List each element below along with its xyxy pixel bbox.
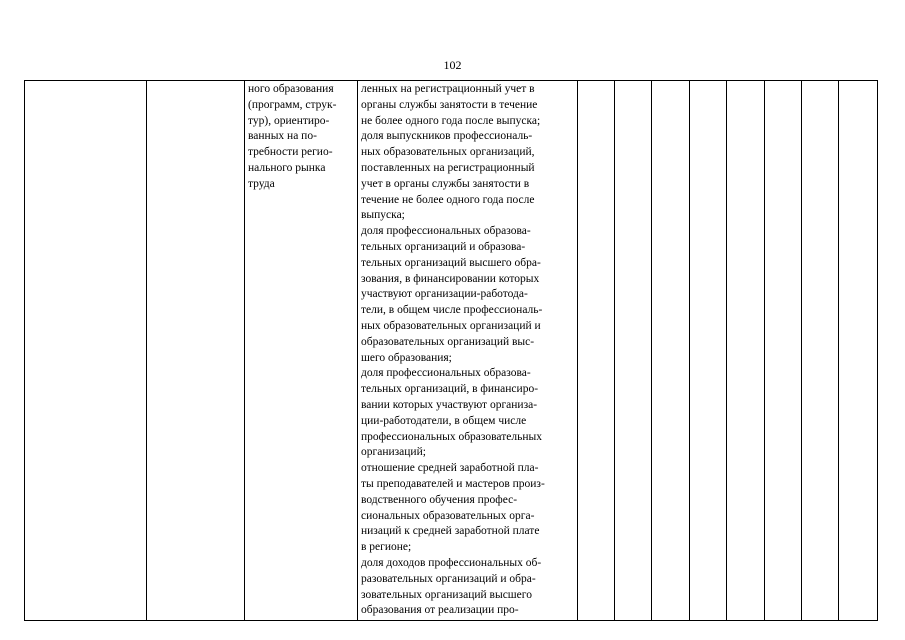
table-row	[25, 81, 878, 621]
text-line: тельных организаций, в финансиро-	[361, 383, 539, 396]
table-cell-col10	[765, 81, 802, 621]
text-line: тели, в общем числе профессиональ-	[361, 304, 543, 317]
text-line: образования от реализации про-	[361, 604, 519, 617]
text-line: в регионе;	[361, 541, 412, 554]
table-cell-col2	[147, 81, 245, 621]
text-line: вании которых участвуют организа-	[361, 398, 538, 411]
text-line: тельных организаций высшего обра-	[361, 256, 541, 269]
text-line: ных образовательных организаций и	[361, 319, 541, 332]
text-line: труда	[248, 177, 275, 190]
text-line: зовательных организаций высшего	[361, 588, 532, 601]
table-cell-col5	[578, 81, 615, 621]
text-line: доля выпускников профессиональ-	[361, 130, 533, 143]
text-line: доля профессиональных образова-	[361, 367, 531, 380]
text-line: тур), ориентиро-	[248, 114, 330, 127]
table-cell-col12	[839, 81, 878, 621]
text-line: ных образовательных организаций,	[361, 146, 535, 159]
text-line: требности регио-	[248, 146, 333, 159]
text-line: поставленных на регистрационный	[361, 161, 535, 174]
text-line: низаций к средней заработной плате	[361, 525, 540, 538]
text-line: зования, в финансировании которых	[361, 272, 540, 285]
text-line: нального рынка	[248, 161, 326, 174]
page-number: 102	[443, 58, 462, 72]
text-line: ного образования	[248, 83, 334, 95]
text-line: ты преподавателей и мастеров произ-	[361, 477, 545, 490]
text-line: выпуска;	[361, 209, 405, 222]
text-line: отношение средней заработной пла-	[361, 462, 539, 475]
table-cell-col9	[727, 81, 765, 621]
col3-text	[248, 82, 354, 193]
text-line: (программ, струк-	[248, 98, 337, 111]
text-line: участвуют организации-работода-	[361, 288, 528, 301]
text-line: тельных организаций и образова-	[361, 240, 526, 253]
document-table	[24, 80, 878, 621]
table-cell-col4	[358, 81, 578, 621]
text-line: не более одного года после выпуска;	[361, 114, 541, 127]
text-line: организаций;	[361, 446, 426, 459]
text-line: доля профессиональных образова-	[361, 225, 531, 238]
table-cell-col11	[802, 81, 839, 621]
text-line: разовательных организаций и обра-	[361, 572, 536, 585]
text-line: ванных на по-	[248, 130, 317, 143]
table-cell-col3	[245, 81, 358, 621]
text-line: учет в органы службы занятости в	[361, 177, 530, 190]
text-line: профессиональных образовательных	[361, 430, 542, 443]
text-line: ленных на регистрационный учет в	[361, 83, 535, 95]
text-line: ции-работодатели, в общем числе	[361, 414, 527, 427]
text-line: сиональных образовательных орга-	[361, 509, 535, 522]
table-cell-col7	[652, 81, 690, 621]
text-line: доля доходов профессиональных об-	[361, 556, 542, 569]
table-cell-col1	[25, 81, 147, 621]
text-line: органы службы занятости в течение	[361, 98, 538, 111]
text-line: водственного обучения профес-	[361, 493, 518, 506]
table-cell-col6	[615, 81, 652, 621]
text-line: образовательных организаций выс-	[361, 335, 535, 348]
text-line: шего образования;	[361, 351, 452, 364]
text-line: течение не более одного года после	[361, 193, 535, 206]
col4-text	[361, 82, 574, 619]
table-cell-col8	[690, 81, 727, 621]
